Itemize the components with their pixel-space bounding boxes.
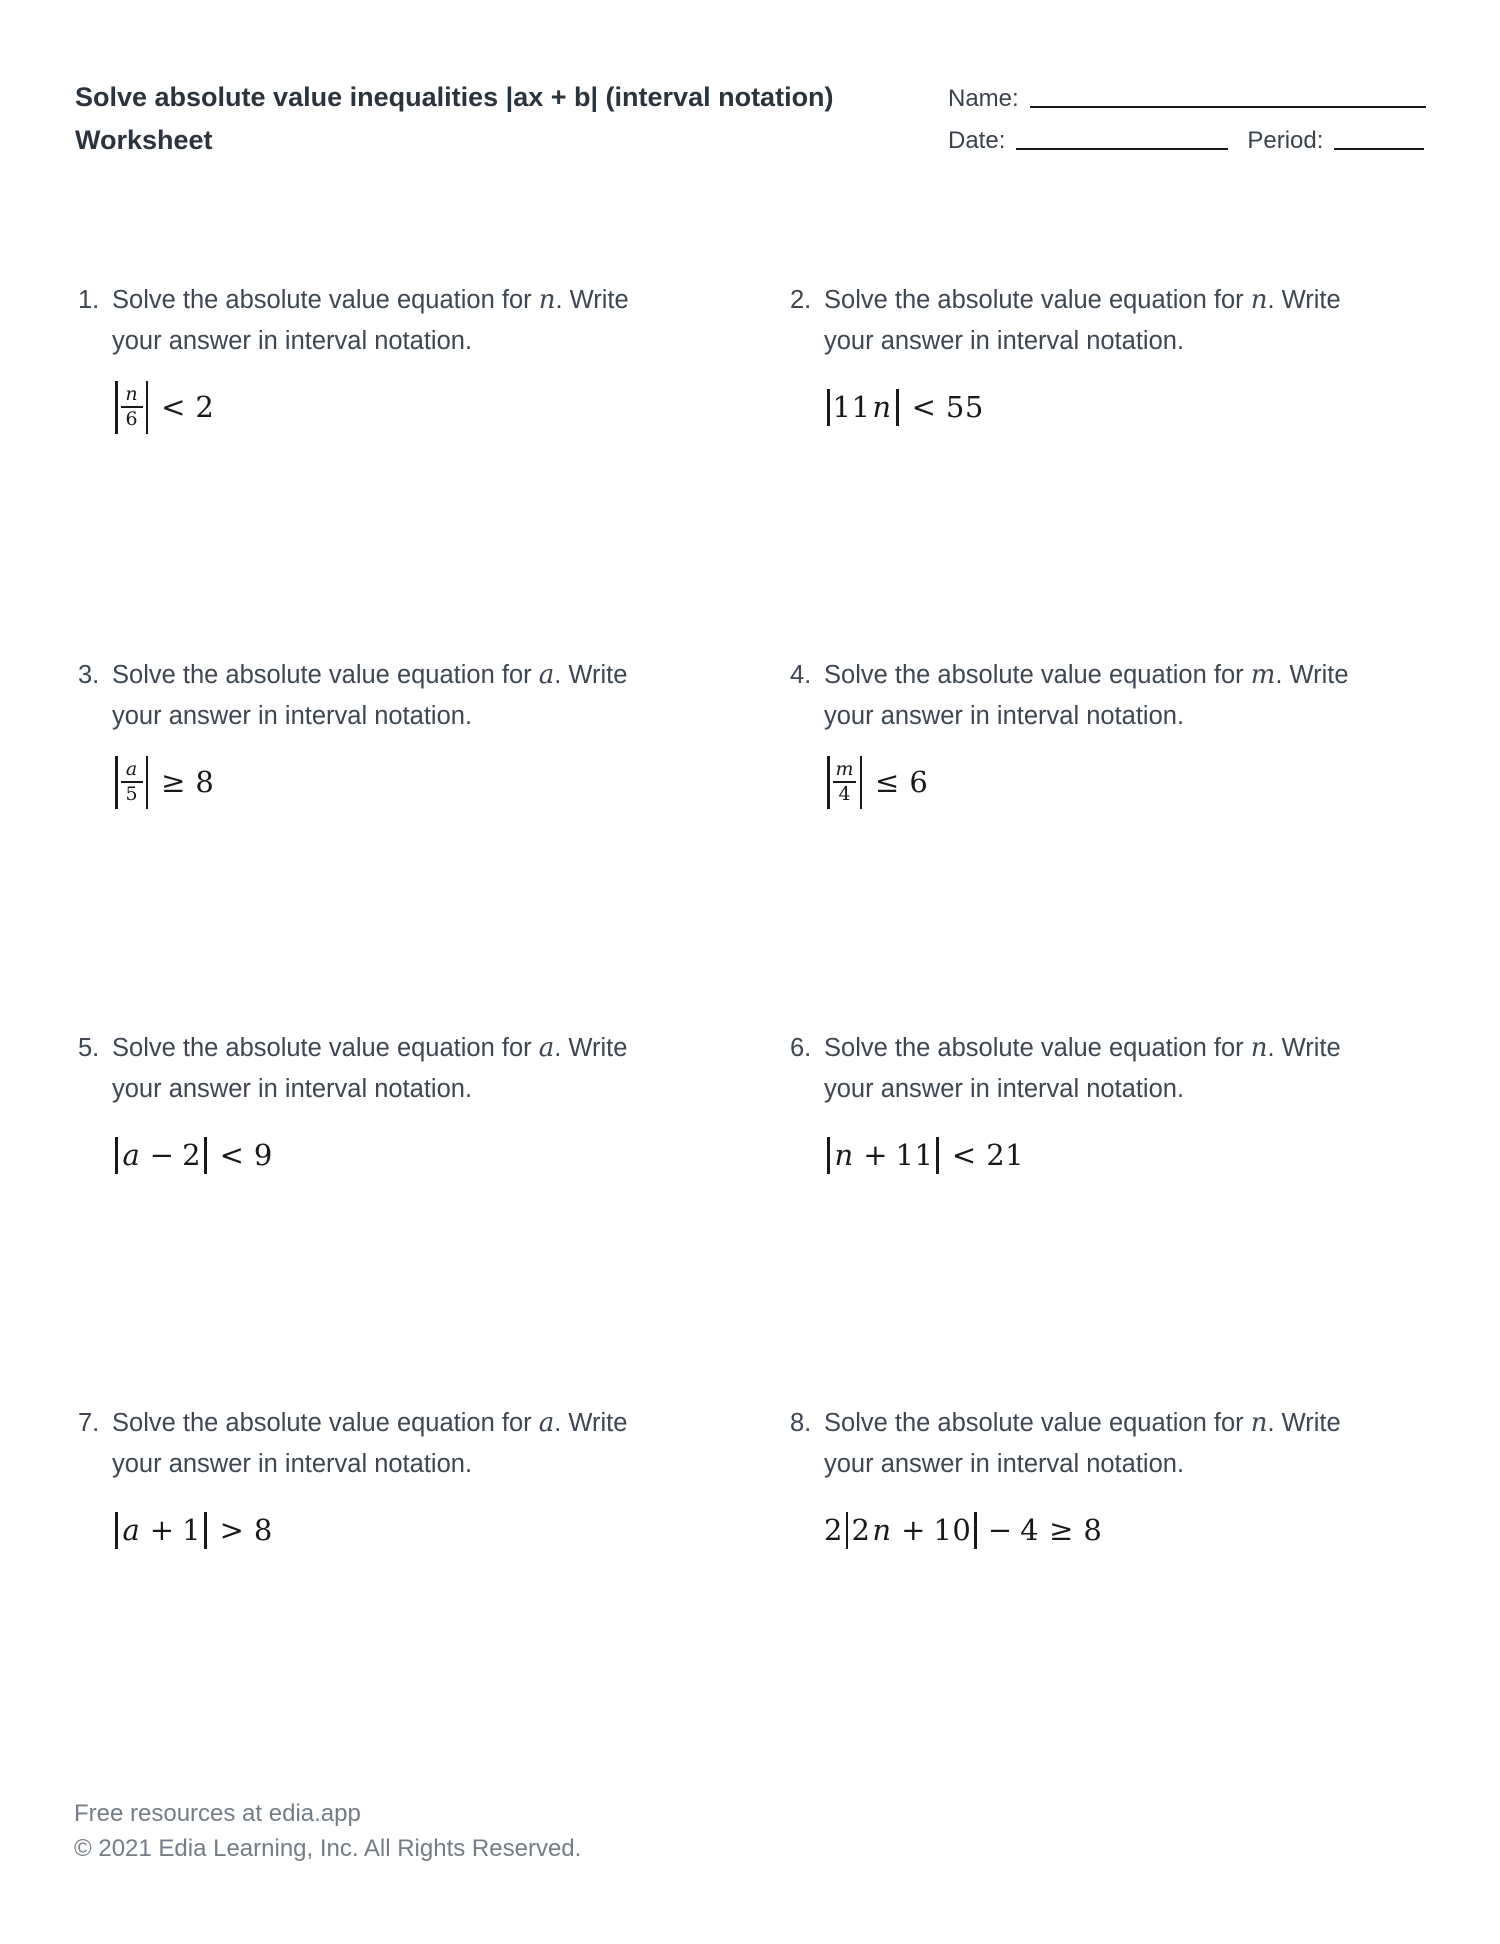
abs-value-bar [827,389,830,426]
math-number: 55 [945,390,984,424]
statement-line-2: your answer in interval notation. [824,1075,1185,1103]
date-label: Date: [948,127,1006,154]
problem-statement-text [824,280,1341,362]
footer-copyright-text: © 2021 Edia Learning, Inc. All Rights Reserved. [74,1835,582,1862]
problem-statement-text [112,655,627,737]
math-relation: < [161,390,186,424]
fraction-numerator: n [125,382,138,405]
abs-value-bar [936,1137,939,1174]
statement-line-1: Solve the absolute value equation for a. Write [112,1033,628,1063]
problem-number: 4. [790,661,812,689]
problem-number: 5. [78,1034,100,1062]
problem-equation [824,1501,1450,1559]
math-relation: ≥ [161,765,186,799]
worksheet-title [75,76,834,162]
problem [790,1028,1450,1184]
math-relation: < [911,390,936,424]
name-field-row [948,80,1426,114]
math-variable: n [872,1513,892,1547]
problem-statement [78,280,738,362]
math-variable: a [122,1513,140,1547]
math-number: 9 [253,1138,273,1172]
period-blank-line[interactable] [1334,148,1424,150]
problem-statement-text [112,280,629,362]
problem-equation [112,753,738,811]
math-number: 2 [195,390,215,424]
math-variable: n [1250,285,1268,315]
problem-statement-text [824,1403,1341,1485]
abs-value-bar [846,1512,849,1549]
math-operator: + [901,1513,926,1547]
problem-number: 3. [78,661,100,689]
math-variable: n [872,390,892,424]
math-number: 11 [895,1138,934,1172]
abs-value-bar [146,381,149,434]
title-line-1: Solve absolute value inequalities |ax + b| (interval notation) [75,82,834,112]
abs-value-bar [974,1512,977,1549]
name-label: Name: [948,85,1019,112]
abs-value-bar [115,756,118,809]
problem [78,1403,738,1559]
problem-number: 1. [78,286,100,314]
statement-line-2: your answer in interval notation. [824,702,1185,730]
statement-line-1: Solve the absolute value equation for n. Write [112,285,629,315]
abs-value-bar [146,756,149,809]
problem-statement-text [112,1028,627,1110]
math-variable: a [122,1138,140,1172]
math-operator: − [987,1513,1013,1547]
title-line-2: Worksheet [75,125,213,155]
problem-equation [112,1126,738,1184]
math-variable: n [538,285,556,315]
abs-value-bar [115,1512,118,1549]
math-relation: < [219,1138,244,1172]
math-number: 2 [182,1138,202,1172]
statement-line-2: your answer in interval notation. [112,327,473,355]
fraction-numerator: a [125,757,138,780]
math-variable: m [1250,660,1276,690]
statement-line-1: Solve the absolute value equation for n. Write [824,1033,1341,1063]
math-variable: n [834,1138,854,1172]
problem-statement-text [824,1028,1341,1110]
problem-statement [790,280,1450,362]
footer-resources-text: Free resources at edia.app [74,1800,361,1827]
problem-statement [790,655,1450,737]
math-variable: n [1250,1033,1268,1063]
problem-statement [78,1028,738,1110]
problem-equation [112,1501,738,1559]
statement-line-2: your answer in interval notation. [824,1450,1185,1478]
abs-value-bar [204,1512,207,1549]
abs-value-bar [115,1137,118,1174]
statement-line-1: Solve the absolute value equation for a. Write [112,660,628,690]
problem [78,655,738,811]
fraction-denominator: 6 [121,406,143,430]
problem-equation [824,378,1450,436]
problem-equation [824,753,1450,811]
statement-line-2: your answer in interval notation. [112,1075,473,1103]
fraction [121,384,143,431]
math-number: 21 [986,1138,1025,1172]
abs-value-bar [827,1137,830,1174]
problem [790,655,1450,811]
math-number: 4 [1020,1513,1040,1547]
math-number: 8 [253,1513,273,1547]
abs-value-bar [827,756,830,809]
problem-statement-text [824,655,1349,737]
math-relation: > [219,1513,244,1547]
math-variable: a [538,1033,555,1063]
date-period-field-row [948,122,1424,156]
statement-line-1: Solve the absolute value equation for m. Write [824,660,1349,690]
statement-line-2: your answer in interval notation. [824,327,1185,355]
math-number: 8 [195,765,215,799]
math-variable: a [538,660,555,690]
page-footer [74,1796,581,1866]
math-relation: < [951,1138,977,1172]
problem-statement [78,1403,738,1485]
math-operator: − [149,1138,175,1172]
math-number: 2 [824,1513,843,1547]
problem [78,280,738,436]
math-variable: n [1250,1408,1268,1438]
problem-statement [78,655,738,737]
fraction-denominator: 4 [833,781,855,805]
math-operator: + [149,1513,175,1547]
problem [790,1403,1450,1559]
fraction-denominator: 5 [121,781,143,805]
fraction [833,759,857,806]
problem-number: 2. [790,286,812,314]
abs-value-bar [896,389,899,426]
statement-line-1: Solve the absolute value equation for n. Write [824,285,1341,315]
problem-number: 7. [78,1409,100,1437]
problem-equation [824,1126,1450,1184]
math-operator: + [863,1138,888,1172]
problem-statement [790,1028,1450,1110]
math-variable: a [538,1408,555,1438]
problem-statement [790,1403,1450,1485]
problem-statement-text [112,1403,627,1485]
abs-value-bar [204,1137,207,1174]
problem [790,280,1450,436]
math-number: 8 [1083,1513,1103,1547]
math-number: 2 [851,1513,871,1547]
date-blank-line[interactable] [1016,148,1228,150]
math-relation: ≤ [875,765,900,799]
statement-line-2: your answer in interval notation. [112,1450,473,1478]
fraction [121,759,143,806]
math-number: 10 [933,1513,972,1547]
name-blank-line[interactable] [1030,106,1426,108]
statement-line-1: Solve the absolute value equation for a. Write [112,1408,628,1438]
abs-value-bar [115,381,118,434]
problem-equation [112,378,738,436]
period-label: Period: [1247,127,1324,154]
problem-number: 6. [790,1034,812,1062]
abs-value-bar [860,756,863,809]
statement-line-1: Solve the absolute value equation for n. Write [824,1408,1341,1438]
math-relation: ≥ [1049,1513,1074,1547]
math-number: 11 [832,390,871,424]
statement-line-2: your answer in interval notation. [112,702,473,730]
problem-number: 8. [790,1409,812,1437]
math-number: 6 [909,765,929,799]
problem [78,1028,738,1184]
fraction-numerator: m [835,757,854,780]
math-number: 1 [182,1513,202,1547]
